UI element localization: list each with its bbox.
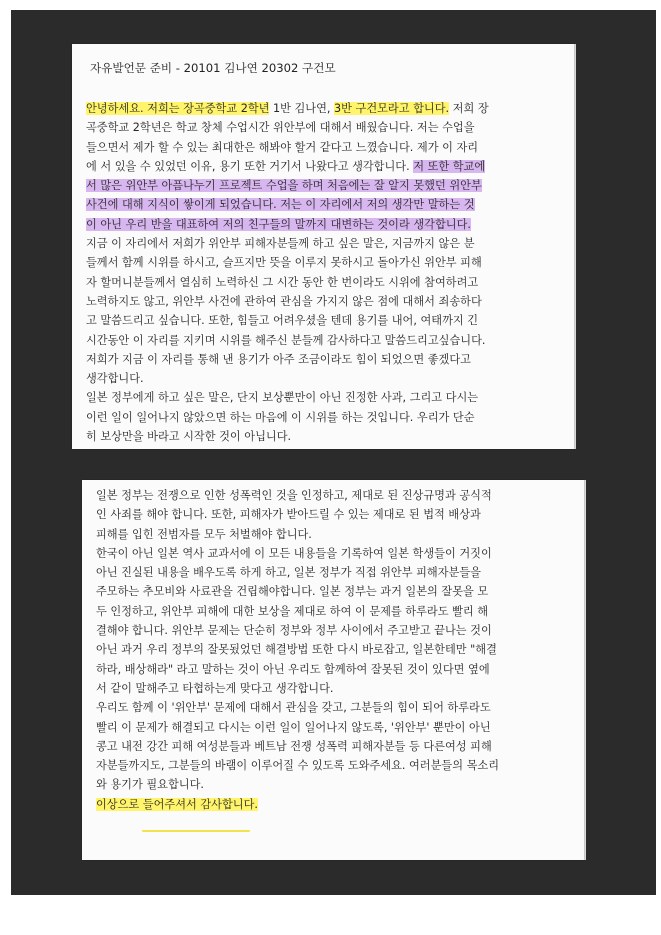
highlighted-text: 안녕하세요. 저희는 장곡중학교 2학년 [86,102,270,115]
highlighted-text: 사건에 대해 지식이 쌓이게 되었습니다. 저는 이 자리에서 저의 생각만 말하는 것 [86,198,475,212]
text-segment: 노력하지도 않고, 위안부 사건에 관하여 관심을 가지지 않은 점에 대해서 죄송하다 [86,294,482,308]
text-segment: 아닌 과거 우리 정부의 잘못됬었던 해결방법 또한 다시 바로잡고, 일본한테만 "해결 [96,643,497,657]
text-line [86,234,566,253]
text-line [86,350,566,369]
text-line [86,118,566,137]
text-segment: 시간동안 이 자리를 지키며 시위를 해주신 분들께 감사하다고 말씀드리고싶습니다. [86,333,486,347]
text-line [86,253,566,272]
text-segment: 결해야 합니다. 위안부 문제는 단순히 정부와 정부 사이에서 주고받고 끝나는 것이 [96,624,492,638]
text-line [96,602,576,621]
text-segment: 저희가 지금 이 자리를 통해 낸 용기가 아주 조금이라도 힘이 되었으면 좋겠다고 [86,352,471,366]
text-line [86,408,566,427]
text-line [96,505,576,524]
text-line [96,525,576,544]
text-line [96,718,576,737]
page-2-text [96,486,576,814]
text-segment: 자분들까지도, 그분들의 바램이 이루어질 수 있도록 도와주세요. 여러분들의 목소리 [96,759,500,773]
text-line [86,195,566,214]
text-segment: 일본 정부에게 하고 싶은 말은, 단지 보상뿐만이 아닌 진정한 사과, 그리고 다시는 [86,391,479,405]
text-segment: 한국이 아닌 일본 역사 교과서에 이 모든 내용들을 기록하여 일본 학생들이 거짓이 [96,546,492,560]
text-line [96,563,576,582]
text-line [86,292,566,311]
text-segment: 빨리 이 문제가 해결되고 다시는 이런 일이 일어나지 않도록, '위안부' 뿐만이 아닌 [96,720,491,734]
page-1-text [86,99,566,446]
text-segment: 곡중학교 2학년은 학교 창체 수업시간 위안부에 대해서 배웠습니다. 저는 수업을 [86,121,475,135]
text-line [86,215,566,234]
highlighted-text: 3반 구건모라고 합니다. [334,102,450,115]
text-segment: 들께서 함께 시위를 하시고, 슬프지만 뜻을 이루지 못하시고 돌아가신 위안부 피해 [86,256,482,270]
text-segment: 와 용기가 필요합니다. [96,778,204,792]
highlighted-text: 저 또한 학교에 [413,159,486,173]
text-segment: 두 인정하고, 위안부 피해에 대한 보상을 제대로 하여 이 문제를 하루라도 빨리 해 [96,604,489,618]
text-segment: 히 보상만을 바라고 시작한 것이 아닙니다. [86,430,292,444]
text-segment: 서 같이 말해주고 타협하는게 맞다고 생각합니다. [96,681,334,695]
text-line [96,775,576,794]
text-segment: 들으면서 제가 할 수 있는 최대한은 해봐야 할거 같다고 느꼈습니다. 제가 이 자리 [86,140,479,154]
text-segment: 이런 일이 일어나지 않았으면 하는 마음에 이 시위를 하는 것입니다. 우리가 단순 [86,410,475,424]
text-line [86,99,566,118]
text-line [96,795,576,814]
document-heading: 자유발언문 준비 - 20101 김나연 20302 구건모 [90,61,336,75]
text-segment: 에 서 있을 수 있었던 이유, 용기 또한 거기서 나왔다고 생각합니다. [86,159,414,173]
document-page-2 [82,480,584,860]
text-line [86,388,566,407]
text-line [86,369,566,388]
text-segment: 지금 이 자리에서 저희가 위안부 피해자분들께 하고 싶은 말은, 지금까지 않은 분 [86,237,475,251]
document-page-1 [72,44,574,449]
text-segment: 하라, 배상해라" 라고 말하는 것이 아닌 우리도 함께하여 잘못된 것이 있다면 옆에 [96,662,490,676]
text-line [86,138,566,157]
text-line [96,756,576,775]
text-line [96,640,576,659]
text-line [86,157,566,176]
text-segment: 콩고 내전 강간 피해 여성분들과 베트남 전쟁 성폭력 피해자분들 등 다른여성 피해 [96,739,492,753]
text-segment: 피해를 입힌 전범자를 모두 처벌해야 합니다. [96,527,312,541]
text-segment: 우리도 함께 이 '위안부' 문제에 대해서 관심을 갖고, 그분들의 힘이 되어 하루라도 [96,701,491,715]
text-segment: 1반 김나연, [269,102,335,115]
text-segment: 고 말씀드리고 싶습니다. 또한, 힘들고 어려우셨을 텐데 용기를 내어, 여태까지 긴 [86,314,479,328]
highlighted-text: 이상으로 들어주셔서 감사합니다. [96,797,258,811]
text-line [86,273,566,292]
highlighted-text: 이 아닌 우리 반을 대표하여 저의 친구들의 말까지 대변하는 것이라 생각합니다. [86,217,471,231]
text-line [96,582,576,601]
text-line [86,176,566,195]
highlighter-stroke [142,830,250,832]
text-line [96,621,576,640]
text-line [86,427,566,446]
text-line [86,331,566,350]
text-line [96,679,576,698]
text-segment: 인 사죄를 해야 합니다. 또한, 피해자가 받아드릴 수 있는 제대로 된 법적 배상과 [96,508,481,522]
text-line [96,660,576,679]
highlighted-text: 서 많은 위안부 아픔나누기 프로젝트 수업을 하며 처음에는 잘 알지 못했던 위안부 [86,179,482,193]
text-segment: 아닌 진실된 내용을 배우도록 하게 하고, 일본 정부가 직접 위안부 피해자분들을 [96,566,481,580]
text-segment: 일본 정부는 전쟁으로 인한 성폭력인 것을 인정하고, 제대로 된 진상규명과 공식적 [96,489,492,502]
text-segment: 주모하는 추모비와 사료관을 건립해야합니다. 일본 정부는 과거 일본의 잘못을 모 [96,585,489,599]
text-segment: 생각합니다. [86,372,144,386]
text-line [96,486,576,505]
text-line [96,737,576,756]
text-segment: 자 할머니분들께서 열심히 노력하신 그 시간 동안 한 번이라도 시위에 참여하려고 [86,275,479,289]
text-segment: 저희 장 [449,102,489,115]
text-line [96,544,576,563]
text-line [96,698,576,717]
text-line [86,311,566,330]
